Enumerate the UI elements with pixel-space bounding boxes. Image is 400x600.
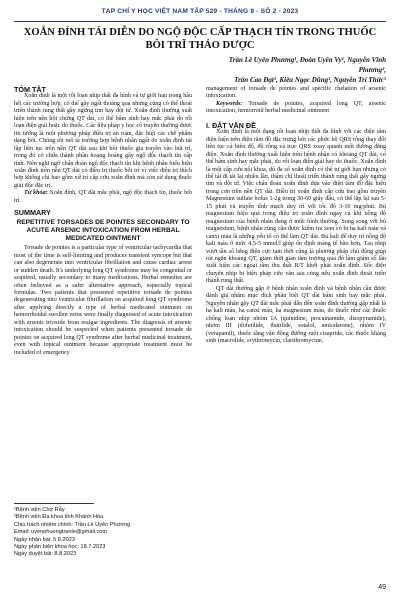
footnotes (14, 507, 194, 559)
section-1-heading: I. ĐẶT VẤN ĐỀ (206, 120, 256, 130)
footnote-reviewed: Ngày phản biện khoa học: 18.7.2023 (14, 544, 106, 551)
footnote-divider (14, 503, 94, 504)
journal-header (14, 8, 386, 22)
section-1-paragraph-2: QT dài thường gặp ở bệnh nhân xoắn đỉnh và bệnh nhân cần được đánh giá nhằm mục đích phân biệt QT dài bẩm sinh hay mắc phải. Nguyên nhân gây QT dài mắc phải dẫn đến xoắn đỉnh thường gặp nhất là hạ kali máu, hạ canxi máu, hạ magnesium máu, do thuốc như các thuốc chống loạn nhịp nhóm IA (quinidine, procainamide, disopyramide), nhóm III (dofetilide, ibutilide, sotalol, amiodarone), nhóm IV (verapamil), thuốc tăng vận động đường ruột cisapride, các thuốc kháng sinh (macrolide, erythromycin, clarithromycine, (206, 285, 386, 344)
page-number: 49 (378, 584, 386, 591)
header-rule (14, 21, 386, 22)
footnote-email: Email: uyenphuongtranle@gmail.com (14, 529, 108, 536)
footnote-accepted: Ngày duyệt bài: 8.8.2023 (14, 551, 77, 558)
keywords-en-label: Keywords: (216, 100, 243, 107)
footnote-affiliation-1: ¹Bệnh viện Chợ Rẫy (14, 507, 65, 513)
abstract-vi-heading: TÓM TẮT (14, 85, 46, 94)
keywords-vi-text: Xoắn đỉnh, QT dài mắc phải, ngộ độc thạch tín, thuốc bôi trĩ. (14, 190, 192, 204)
keywords-en (206, 101, 386, 116)
summary-body: Torsade de pointes is a particular type of ventricular tachycardia that most of the time is self-limiting and produces transient syncope but that can also degenerate into ventricular fibrillation and cause cardiac arrest or sudden death. It's underlying long QT syndrome may be congenital or acquired, usually secondary to many medications. Herbal remedies are often believed as a safer alternative approach, especially topical formulas. Two patients that presented repetitive torsade de pointes degenerating into ventricular fibrillation on acquired long QT syndrome after applying directly a type of herbal medicated ointment on hemorrhoidal swollen veins were finally diagnosed of acute intoxication with arsenic trioxide from realgar ingredients. The diagnosis of arsenic intoxication should be suspected when patients presented torsade de pointes on acquired long QT syndrome after herbal medicinal treatment, even with topical ointment because appropriate treatment must be included of emergency (14, 245, 192, 356)
abstract-vi-keywords (14, 190, 192, 205)
journal-header-text: TẠP CHÍ Y HỌC VIỆT NAM TẬP 529 - THÁNG 8 - SỐ 2 - 2023 (101, 8, 299, 15)
article-title: XOẮN ĐỈNH TÁI DIỄN DO NGỘ ĐỘC CẤP THẠCH TÍN TRONG THUỐC BÔI TRĨ THẢO DƯỢC (23, 27, 377, 51)
summary-continuation: management of torsade de pointes and specific chelation of arsenic intoxication. (206, 86, 386, 100)
right-column (206, 86, 386, 345)
left-column (14, 86, 192, 357)
abstract-vi-body: Xoắn đỉnh là một rối loạn nhịp thất đa hình và tự giới hạn trong hầu hết các trường hợp, có thể gây ngất thoáng qua nhưng cũng có thể thoái triển thành rung thất gây ngừng tim hay đột tử. Xoắn đỉnh thường xuất hiện trên nền hội chứng QT dài, có thể bẩm sinh hay mắc phải do rối loạn điện giải hoặc do thuốc. Các liệu pháp y học cổ truyền thường được tin tưởng là một phương pháp điều trị an toàn, đặc biệt các chế phẩm dạng bôi. Chúng tôi mô tả trường hợp bệnh nhân ngất do xoắn đỉnh tái lập liên tục trên nền QT dài sau khi bôi thuốc gia truyền vào búi trĩ, trong đó có chứa thành phần hoạng hoàng gây ngộ độc thạch tín cấp tính. Nên nghi ngờ chẩn đoán ngộ độc thạch tín khi bệnh nhân biểu hiện xoắn đỉnh trên nền QT dài có điều trị thuốc bôi trĩ vì việc điều trị thích hợp không chỉ bao gồm xử trí cấp cứu xoắn đỉnh mà còn sử dụng thuốc giải độc đặc trị. (14, 93, 192, 189)
footnote-received: Ngày nhận bài: 5.6.2023 (14, 536, 75, 543)
keywords-vi-label: Từ khóa: (24, 190, 48, 197)
footnote-corresponding: Chịu trách nhiệm chính: Trần Lê Uyên Phương (14, 521, 131, 528)
english-title: REPETITIVE TORSADES DE POINTES SECONDARY TO ACUTE ARSENIC INTOXICATION FROM HERBAL MEDICATED OINTMENT (16, 218, 190, 243)
author-list (200, 55, 386, 85)
authors-line-1: Trần Lê Uyên Phương¹, Đoàn Uyên Vy¹, Nguyễn Vĩnh Phương², (228, 56, 386, 74)
keywords-en-text: Torsade de pointes, acquired long QT, arsenic intoxication, hemorroid herbal medicinal ointment (206, 100, 387, 115)
section-1-paragraph-1: Xoắn đỉnh là một dạng rối loạn nhịp thất đa hình với các điện tâm điện hiện trên điện tâm đồ đặc trưng bởi các phức bộ QRS rộng thay đổi liên tục cả biên độ, độ rộng và trục QRS xoay quanh một đường đẳng điện. Xoắn đỉnh thường xuất hiện trên bệnh nhân có khoảng QT dài, có thể bẩm sinh hay mắc phải, do rối loạn điện giải hay do thuốc. Xoắn đỉnh là một cấp cứu nội khoa, dù đa số xoắn đỉnh có thể tự giới hạn nhưng có thể tái đi tái lại nhiều lần, thậm chí thoái triển thành rung thất gây ngưng tim và đột tử. Việc chẩn đoán xoắn đỉnh dựa vào điện tâm đồ đặc hiệu trong cơn trên nền QT dài. Điều trị xoắn đỉnh cấp cứu bao gồm truyền Magnesium sulfate bolus 1-2g trong 30-60 giây đầu, có thể lặp lại sau 5-15 phút và truyền tĩnh mạch duy trì với tốc độ 3-10 mg/phút. Bù magnesium hiệu quả trong điều trị xoắn đỉnh ngay cả khi nồng độ magnesium của bệnh nhân đang ở mức bình thường. Song song với bù magnesium, bệnh nhân cũng cần được kiểm tra xem có bị hạ kali máu và canxi máu là những yếu tố có thể làm QT dài. Bù kali để duy trì nồng độ kali máu ở mức 4,5-5 mmol/l giúp ổn định màng tế bào hơn. Tạo nhịp vượt tần số bằng điện cực tạm thời cũng là phương pháp chủ động giúp rút ngắn khoảng QT, giảm thời gian tâm trương qua đó làm giảm số lần xuất hiện các ngoại tâm thu thất R/T khởi phát xoắn đỉnh. Sốc điện chuyển nhịp bị biện pháp cứu vãn sau cùng nếu xoắn đỉnh thoái triển thành rung thất. (206, 129, 386, 285)
summary-heading: SUMMARY (14, 208, 51, 218)
footnote-affiliation-2: ²Bệnh viện Đa khoa tỉnh Khánh Hòa (14, 514, 104, 521)
authors-line-2: Trần Cao Đạt¹, Kiều Ngọc Dũng¹, Nguyễn Trí Thức¹ (234, 76, 386, 84)
